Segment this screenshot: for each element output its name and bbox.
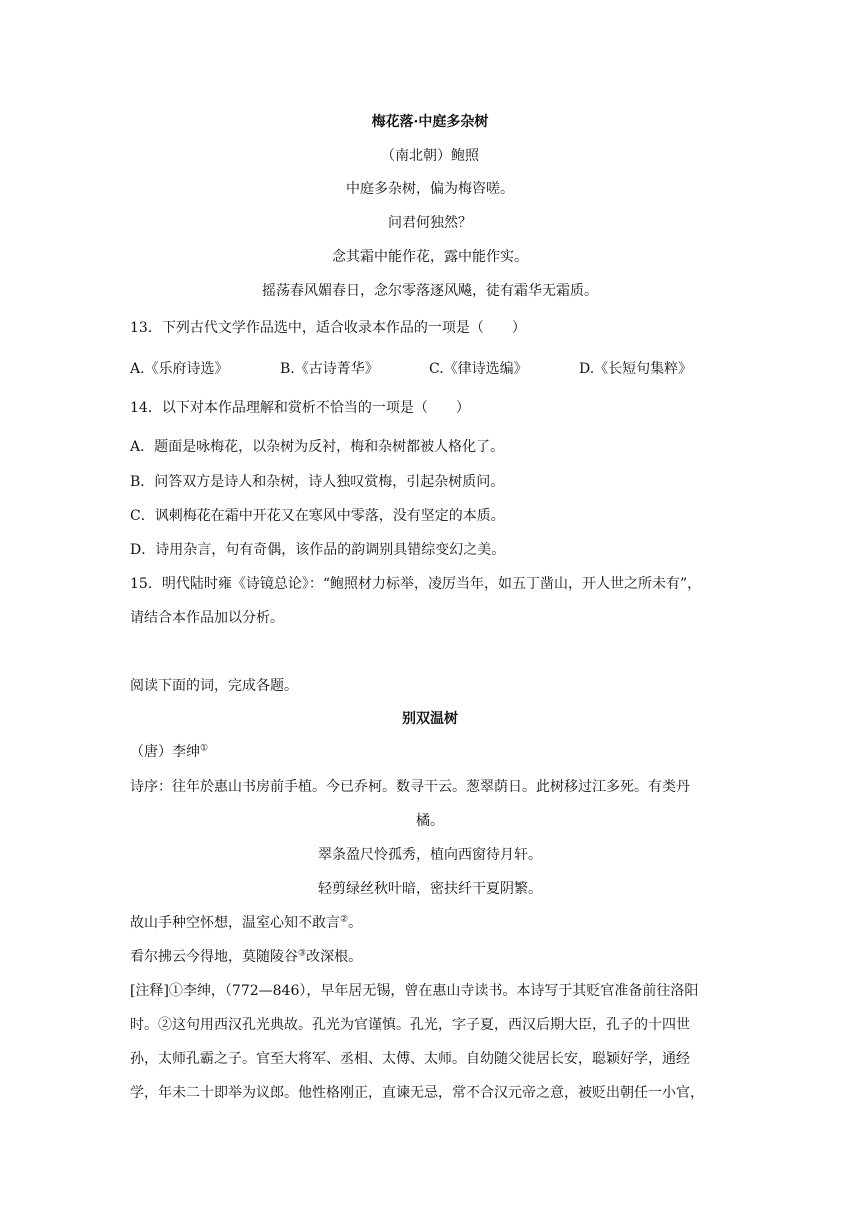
question-14-stem: 14．以下对本作品理解和赏析不恰当的一项是（ ） [130, 400, 470, 416]
section-intro: 阅读下面的词，完成各题。 [130, 678, 298, 694]
notes-line: [注释]①李绅，（772—846），早年居无锡，曾在惠山寺读书。本诗写于其贬官准备前往洛阳 [130, 983, 699, 999]
poem-preface-cont: 橘。 [416, 813, 444, 829]
question-15-stem: 15．明代陆时雍《诗镜总论》：“鲍照材力标举，凌厉当年，如五丁凿山，开人世之所未有”， [130, 576, 702, 592]
poem-line: 中庭多杂树，偏为梅咨嗟。 [346, 181, 514, 197]
poem-preface: 诗序：往年於惠山书房前手植。今已乔柯。数寻干云。葱翠荫日。此树移过江多死。有类丹 [130, 779, 690, 795]
question-13-stem: 13．下列古代文学作品选中，适合收录本作品的一项是（ ） [130, 320, 526, 336]
option-c: C．讽刺梅花在霜中开花又在寒风中零落，没有坚定的本质。 [130, 508, 505, 524]
option-c: C.《律诗选编》 [429, 361, 528, 377]
poem-title: 梅花落·中庭多杂树 [371, 114, 489, 130]
poem-author: （唐）李绅① [130, 743, 209, 760]
option-d: D．诗用杂言，句有奇偶，该作品的韵调别具错综变幻之美。 [130, 542, 506, 558]
option-a: A．题面是咏梅花，以杂树为反衬，梅和杂树都被人格化了。 [130, 439, 505, 455]
question-13-options [130, 359, 730, 379]
option-b: B.《古诗菁华》 [280, 361, 379, 377]
option-d: D.《长短句集粹》 [579, 361, 693, 377]
notes-line: 孙，太师孔霸之子。官至大将军、丞相、太傅、太师。自幼随父徙居长安，聪颖好学，通经 [130, 1051, 690, 1067]
poem-line: 摇荡春风媚春日，念尔零落逐风飚，徒有霜华无霜质。 [262, 283, 598, 299]
question-15-stem-cont: 请结合本作品加以分析。 [130, 610, 284, 626]
poem-line: 看尔拂云今得地，莫随陵谷③改深根。 [130, 948, 363, 965]
poem-line: 故山手种空怀想，温室心知不敢言②。 [130, 914, 363, 931]
poem-line: 念其霜中能作花，露中能作实。 [332, 249, 528, 265]
poem-line: 轻剪绿丝秋叶暗，密扶纤干夏阴繁。 [318, 881, 542, 897]
option-b: B．问答双方是诗人和杂树，诗人独叹赏梅，引起杂树质问。 [130, 474, 505, 490]
notes-line: 时。②这句用西汉孔光典故。孔光为官谨慎。孔光，字子夏，西汉后期大臣，孔子的十四世 [130, 1017, 690, 1033]
poem-title: 别双温树 [402, 711, 458, 727]
notes-line: 学，年未二十即举为议郎。他性格刚正，直谏无忌，常不合汉元帝之意，被贬出朝任一小官， [130, 1085, 704, 1101]
poem-line: 翠条盈尺怜孤秀，植向西窗待月轩。 [318, 847, 542, 863]
poem-line: 问君何独然？ [388, 215, 472, 231]
option-a: A.《乐府诗选》 [130, 361, 229, 377]
poem-author: （南北朝）鲍照 [381, 148, 479, 164]
